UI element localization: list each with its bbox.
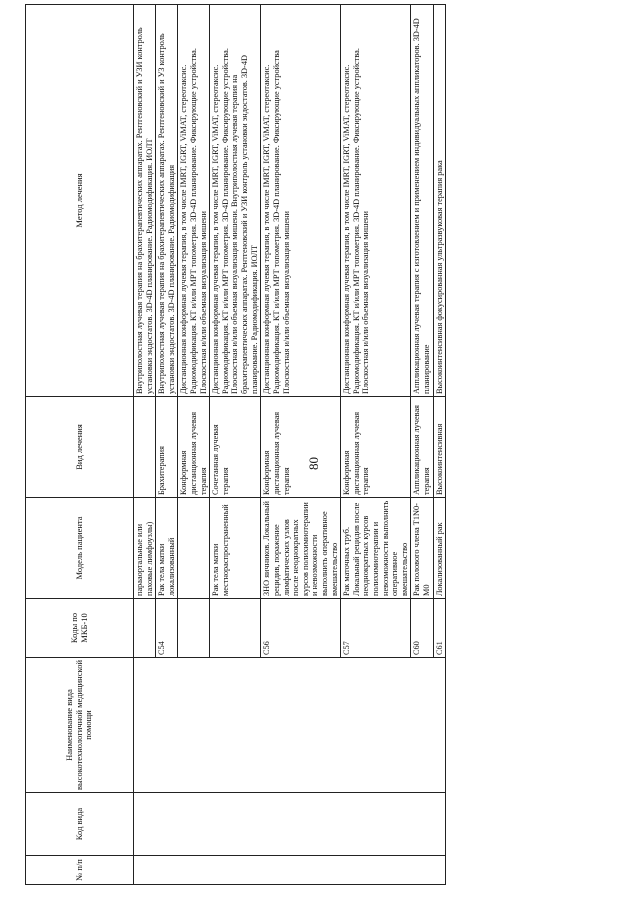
num-cell (341, 856, 411, 885)
name-cell (433, 658, 446, 793)
name-cell (156, 658, 178, 793)
icd-cell: С60 (411, 599, 433, 658)
model-cell: парааортальные или паховые лимфоузлы) (134, 498, 156, 599)
header-treatment-type: Вид лечения (26, 397, 134, 498)
header-num: № п/п (26, 856, 134, 885)
code-cell (178, 793, 210, 856)
table-row (178, 5, 210, 885)
num-cell (411, 856, 433, 885)
icd-cell (178, 599, 210, 658)
name-cell (411, 658, 433, 793)
treatment-type-cell: Сочетанная лучевая терапия (210, 397, 261, 498)
num-cell (178, 856, 210, 885)
header-model: Модель пациента (26, 498, 134, 599)
treatment-type-cell: Высокоинтенсивная (433, 397, 446, 498)
method-cell: Дистанционная конформная лучевая терапия, в том числе IMRT, IGRT, ViMAT, стереотаксис. Радиомодификация. КТ и/или МРТ топометрия. 3D-4D планирование. Фиксирующие устройства. Плоскостная и/или объемная визуализация мишени (341, 5, 411, 397)
table-row (411, 5, 433, 885)
num-cell (210, 856, 261, 885)
header-code: Код вида (26, 793, 134, 856)
treatment-type-cell: Конформная дистанционная лучевая терапия (178, 397, 210, 498)
code-cell (341, 793, 411, 856)
method-cell: Дистанционная конформная лучевая терапия, в том числе IMRT, IGRT, ViMAT, стереотаксис. Радиомодификация. КТ и/или МРТ топометрия. 3D-4D планирование. Фиксирующие устройства Плоскостная и/или объемная визуализация мишени (261, 5, 341, 397)
table-row (261, 5, 341, 885)
num-cell (156, 856, 178, 885)
table-row (156, 5, 178, 885)
name-cell (134, 658, 156, 793)
code-cell (261, 793, 341, 856)
model-cell: Рак тела матки местнораспространенный (210, 498, 261, 599)
model-cell: Рак полового члена T1N0-M0 (411, 498, 433, 599)
table-row (433, 5, 446, 885)
table-row (210, 5, 261, 885)
code-cell (156, 793, 178, 856)
code-cell (134, 793, 156, 856)
icd-cell: С56 (261, 599, 341, 658)
method-cell: Дистанционная конформная лучевая терапия, в том числе IMRT, IGRT, ViMAT, стереотаксис. Радиомодификация. КТ и/или МРТ топометрия. 3D-4D планирование. Фиксирующие устройства. Плоскостная и/или объемная визуализация мишени. Внутриполостная лучевая терапия на брахитерапевтических аппаратах. Рентгеновский и УЗИ контроль установки эндостатов. 3D-4D планирование. Радиомодификация. ИОЛТ (210, 5, 261, 397)
num-cell (261, 856, 341, 885)
table-row (134, 5, 156, 885)
header-name: Наименование вида высокотехнологичной медицинской помощи (26, 658, 134, 793)
code-cell (433, 793, 446, 856)
treatment-table (25, 4, 446, 885)
icd-cell: С61 (433, 599, 446, 658)
model-cell: ЗНО яичников. Локальный рецидив, поражение лимфатических узлов после неоднократных курсов полихимиотерапии и невозможности выполнить оперативное вмешательство (261, 498, 341, 599)
code-cell (411, 793, 433, 856)
name-cell (178, 658, 210, 793)
code-cell (210, 793, 261, 856)
treatment-type-cell: Брахитерапия (156, 397, 178, 498)
header-method: Метод лечения (26, 5, 134, 397)
name-cell (261, 658, 341, 793)
name-cell (341, 658, 411, 793)
name-cell (210, 658, 261, 793)
table-header-row (26, 5, 134, 885)
model-cell (178, 498, 210, 599)
method-cell: Внутриполостная лучевая терапия на брахитерапевтических аппаратах. Рентгеновский и УЗИ контроль установки эндостатов. 3D-4D планирование. Радиомодификация. ИОЛТ (134, 5, 156, 397)
model-cell: Рак тела матки локализованный (156, 498, 178, 599)
icd-cell (134, 599, 156, 658)
icd-cell (210, 599, 261, 658)
treatment-type-cell (134, 397, 156, 498)
document-page (25, 18, 595, 885)
treatment-type-cell: Конформная дистанционная лучевая терапия (341, 397, 411, 498)
method-cell: Аппликационная лучевая терапия с изготовлением и применением индивидуальных аппликаторов. 3D-4D планирование (411, 5, 433, 397)
treatment-type-cell: Конформная дистанционная лучевая терапия (261, 397, 341, 498)
treatment-type-cell: Аппликационная лучевая терапия (411, 397, 433, 498)
page-number: 80 (306, 457, 321, 470)
model-cell: Рак маточных труб. Локальный рецидив после неоднократных курсов полихимиотерапии и невозможности выполнить оперативное вмешательство (341, 498, 411, 599)
method-cell: Дистанционная конформная лучевая терапия, в том числе IMRT, IGRT, ViMAT, стереотаксис. Радиомодификация. КТ и/или МРТ топометрия. 3D-4D планирование. Фиксирующие устройства. Плоскостная и/или объемная визуализация мишени (178, 5, 210, 397)
num-cell (134, 856, 156, 885)
num-cell (433, 856, 446, 885)
table-row (341, 5, 411, 885)
method-cell: Высокоинтенсивная фокусированная ультразвуковая терапия рака (433, 5, 446, 397)
model-cell: Локализованный рак (433, 498, 446, 599)
icd-cell: С57 (341, 599, 411, 658)
header-icd: Коды по МКБ-10 (26, 599, 134, 658)
method-cell: Внутриполостная лучевая терапия на брахитерапевтических аппаратах. Рентгеновский и УЗ контроль установки эндостатов. 3D-4D планирование. Радиомодификация (156, 5, 178, 397)
icd-cell: С54 (156, 599, 178, 658)
